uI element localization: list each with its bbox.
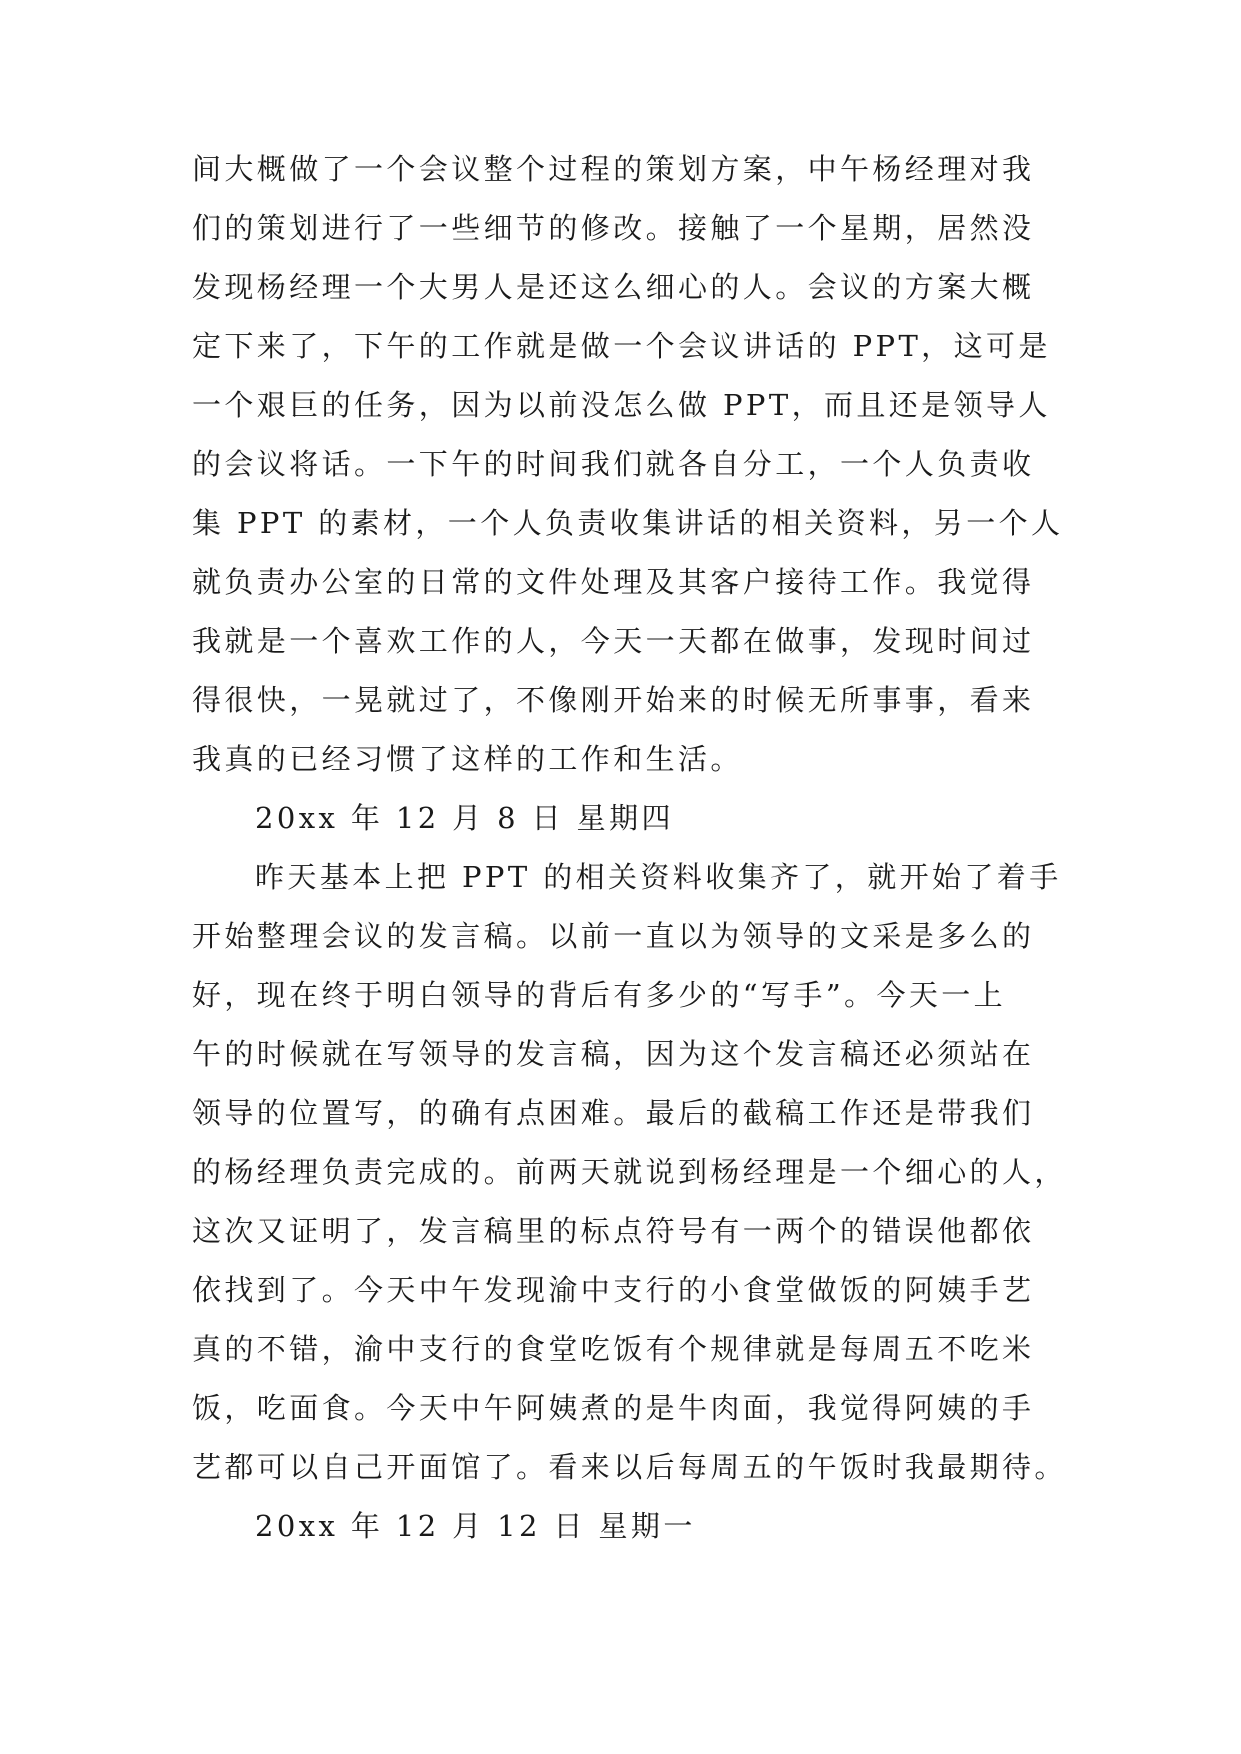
- text-line: 艺都可以自己开面馆了。看来以后每周五的午饭时我最期待。: [192, 1450, 1067, 1484]
- text-line: 饭，吃面食。今天中午阿姨煮的是牛肉面，我觉得阿姨的手: [192, 1391, 1035, 1425]
- text-line: 们的策划进行了一些细节的修改。接触了一个星期，居然没: [192, 211, 1035, 245]
- date-heading: 20xx 年 12 月 12 日 星期一: [255, 1509, 696, 1543]
- text-line: 间大概做了一个会议整个过程的策划方案，中午杨经理对我: [192, 152, 1035, 186]
- text-line: 昨天基本上把 PPT 的相关资料收集齐了，就开始了着手: [255, 860, 1062, 894]
- text-line: 真的不错，渝中支行的食堂吃饭有个规律就是每周五不吃米: [192, 1332, 1035, 1366]
- text-line: 午的时候就在写领导的发言稿，因为这个发言稿还必须站在: [192, 1037, 1035, 1071]
- text-line: 领导的位置写，的确有点困难。最后的截稿工作还是带我们: [192, 1096, 1035, 1130]
- text-line: 的会议将话。一下午的时间我们就各自分工，一个人负责收: [192, 447, 1035, 481]
- body-text: [192, 140, 1067, 1556]
- text-line: 得很快，一晃就过了，不像刚开始来的时候无所事事，看来: [192, 683, 1035, 717]
- text-line: 这次又证明了，发言稿里的标点符号有一两个的错误他都依: [192, 1214, 1035, 1248]
- text-line: 好，现在终于明白领导的背后有多少的“写手”。今天一上: [192, 978, 1007, 1012]
- text-line: 开始整理会议的发言稿。以前一直以为领导的文采是多么的: [192, 919, 1035, 953]
- text-line: 集 PPT 的素材，一个人负责收集讲话的相关资料，另一个人: [192, 506, 1064, 540]
- text-line: 我真的已经习惯了这样的工作和生活。: [192, 742, 743, 776]
- text-line: 就负责办公室的日常的文件处理及其客户接待工作。我觉得: [192, 565, 1035, 599]
- text-line: 的杨经理负责完成的。前两天就说到杨经理是一个细心的人，: [192, 1155, 1067, 1189]
- date-heading: 20xx 年 12 月 8 日 星期四: [255, 801, 674, 835]
- text-line: 发现杨经理一个大男人是还这么细心的人。会议的方案大概: [192, 270, 1035, 304]
- text-line: 依找到了。今天中午发现渝中支行的小食堂做饭的阿姨手艺: [192, 1273, 1035, 1307]
- text-line: 一个艰巨的任务，因为以前没怎么做 PPT，而且还是领导人: [192, 388, 1051, 422]
- text-line: 定下来了，下午的工作就是做一个会议讲话的 PPT，这可是: [192, 329, 1051, 363]
- text-line: 我就是一个喜欢工作的人，今天一天都在做事，发现时间过: [192, 624, 1035, 658]
